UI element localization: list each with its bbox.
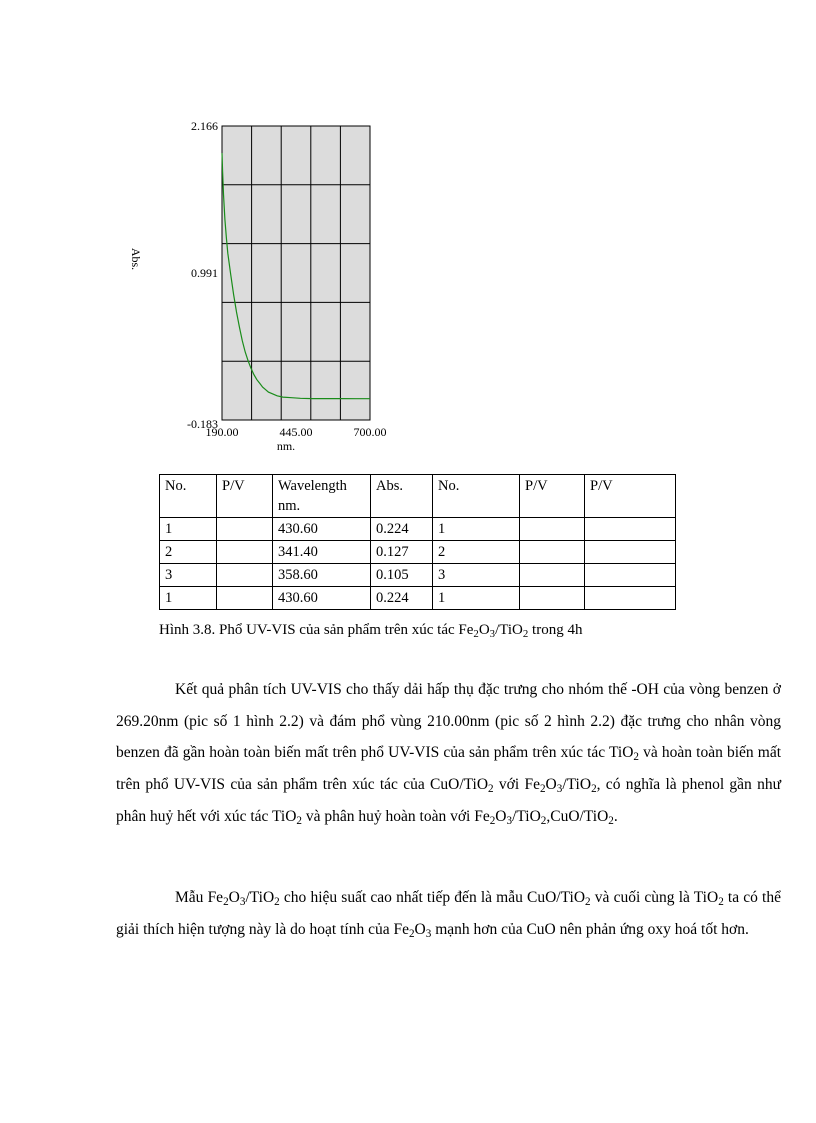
- table-cell: 2: [160, 541, 217, 564]
- table-cell: [585, 564, 676, 587]
- table-header-row: [160, 475, 676, 518]
- table-row: [160, 564, 676, 587]
- header-abs: Abs.: [371, 475, 433, 518]
- caption-sub: 2: [473, 628, 479, 640]
- table-cell: 1: [433, 518, 520, 541]
- peak-table: [159, 474, 676, 610]
- x-axis-label: nm.: [276, 439, 296, 453]
- header-no: No.: [160, 475, 217, 518]
- table-cell: [217, 587, 273, 610]
- plot-area: [222, 126, 370, 420]
- uv-vis-chart: [110, 112, 410, 477]
- table-cell: 341.40: [273, 541, 371, 564]
- table-row: [160, 518, 676, 541]
- table-cell: [520, 541, 585, 564]
- table-cell: [217, 541, 273, 564]
- caption-text: trong 4h: [528, 622, 583, 638]
- table-cell: [520, 587, 585, 610]
- caption-sub: 2: [522, 628, 529, 640]
- table-cell: 1: [160, 518, 217, 541]
- table-row: [160, 587, 676, 610]
- table-cell: 2: [433, 541, 520, 564]
- y-axis-label: Abs.: [129, 247, 143, 271]
- table-cell: 1: [160, 587, 217, 610]
- table-cell: [520, 564, 585, 587]
- table-cell: 0.224: [371, 518, 433, 541]
- table-cell: 430.60: [273, 518, 371, 541]
- caption-text: Hình 3.8. Phổ UV-VIS của sản phẩm trên xúc tác Fe: [159, 622, 474, 638]
- x-tick-label: 700.00: [353, 425, 387, 439]
- table-cell: 430.60: [273, 587, 371, 610]
- table-cell: 0.127: [371, 541, 433, 564]
- y-tick-label: 2.166: [191, 119, 218, 133]
- caption-sub: 3: [489, 628, 496, 640]
- table-cell: 1: [433, 587, 520, 610]
- chart-svg: [110, 112, 410, 477]
- table-cell: [217, 518, 273, 541]
- header-pv: P/V: [217, 475, 273, 518]
- table-cell: [585, 518, 676, 541]
- paragraph-analysis: Kết quả phân tích UV-VIS cho thấy dải hấp thụ đặc trưng cho nhóm thế -OH của vòng benzen ở 269.20nm (pic số 1 hình 2.2) và đám phổ vùng 210.00nm (pic số 2 hình 2.2) đặc trưng cho nhân vòng benzen đã gần hoàn toàn biến mất trên phổ UV-VIS của sản phẩm trên xúc tác TiO$_2$ và hoàn toàn biến mất trên phổ UV-VIS của sản phẩm trên xúc tác của CuO/TiO$_2$ với $Fe_2O_3/TiO_2$, có nghĩa là phenol gần như phân huỷ hết với xúc tác TiO$_2$ và phân huỷ hoàn toàn với $Fe_2O_3/TiO_2,CuO/TiO_2$.: [116, 681, 782, 827]
- header-pv-2: P/V: [520, 475, 585, 518]
- y-tick-label: -0.183: [187, 417, 218, 431]
- caption-text: O: [478, 622, 490, 638]
- table-cell: 3: [160, 564, 217, 587]
- table-cell: 3: [433, 564, 520, 587]
- x-tick-label: 190.00: [205, 425, 239, 439]
- table-cell: 0.105: [371, 564, 433, 587]
- table-cell: 358.60: [273, 564, 371, 587]
- table-cell: [217, 564, 273, 587]
- paragraph-conclusion: Mẫu $Fe_2O_3/TiO_2$ cho hiệu suất cao nhất tiếp đến là mẫu CuO/TiO$_2$ và cuối cùng là TiO$_2$ ta có thể giải thích hiện tượng này là do hoạt tính của $Fe_2O_3$ mạnh hơn của CuO nên phản ứng oxy hoá tốt hơn.: [116, 889, 781, 940]
- caption-text: /TiO: [495, 622, 523, 638]
- header-wavelength: Wavelength nm.: [273, 475, 371, 518]
- figure-caption: [159, 622, 582, 639]
- table-cell: [585, 541, 676, 564]
- table-cell: [520, 518, 585, 541]
- x-tick-label: 445.00: [279, 425, 313, 439]
- table-row: [160, 541, 676, 564]
- y-tick-label: 0.991: [191, 266, 218, 280]
- header-no-2: No.: [433, 475, 520, 518]
- table-cell: [585, 587, 676, 610]
- table-cell: 0.224: [371, 587, 433, 610]
- table-body: [160, 518, 676, 610]
- header-pv-3: P/V: [585, 475, 676, 518]
